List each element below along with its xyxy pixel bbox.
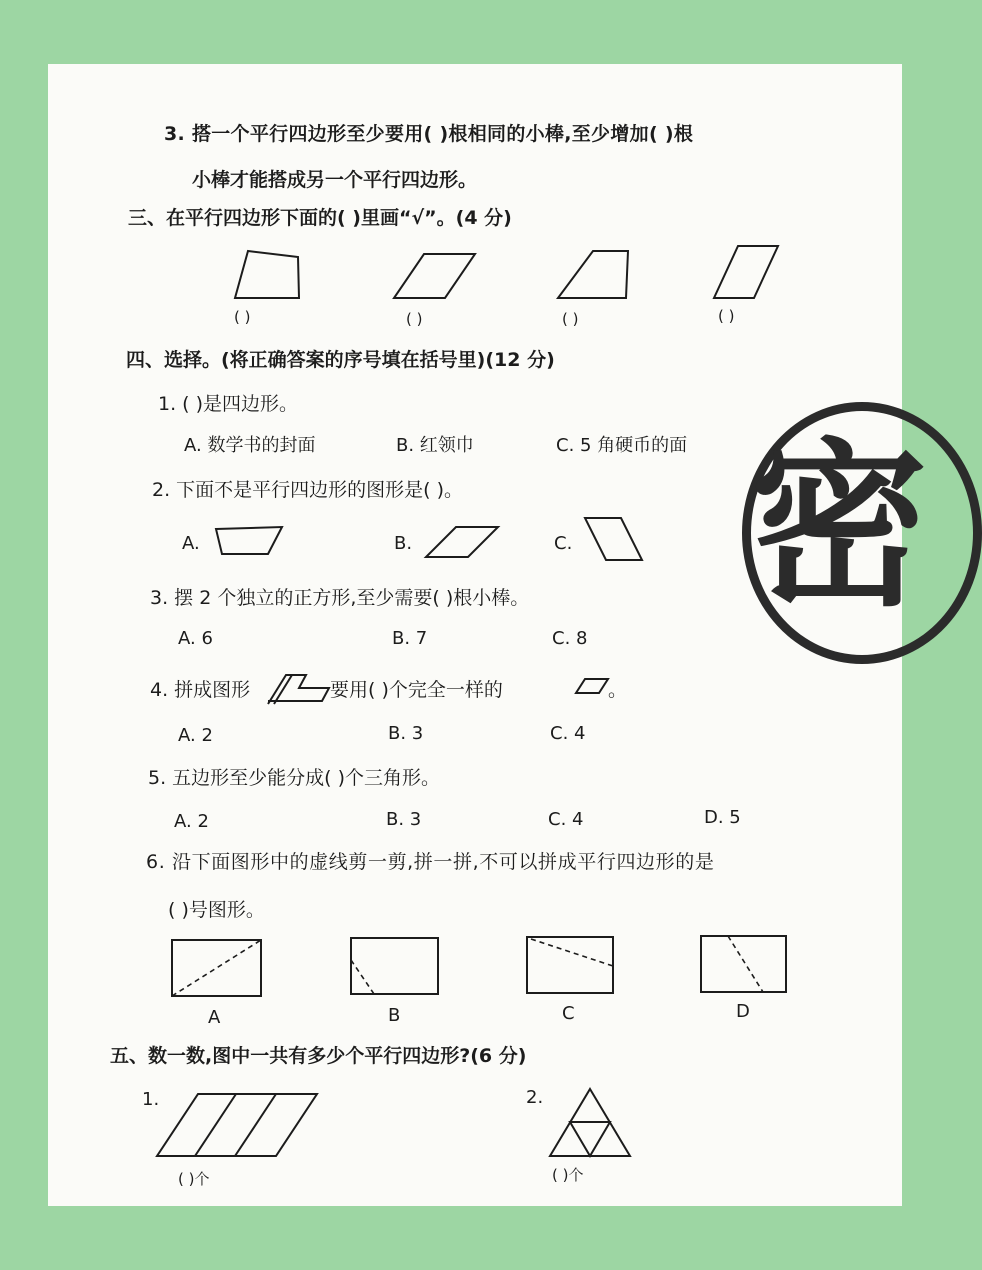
q4-5-option-a[interactable]: A. 2 [174, 811, 209, 832]
q4-5-stem: 5. 五边形至少能分成( )个三角形。 [148, 767, 441, 789]
q4-6-label-c: C [562, 1003, 575, 1024]
q4-3-option-a[interactable]: A. 6 [178, 628, 213, 649]
section4-heading: 四、选择。(将正确答案的序号填在括号里)(12 分) [126, 349, 555, 371]
section3-blank-4[interactable]: ( ) [718, 307, 735, 325]
q4-5-option-b[interactable]: B. 3 [386, 809, 422, 830]
q3-line2: 小棒才能搭成另一个平行四边形。 [192, 169, 478, 191]
q4-6-stem-line2: ( )号图形。 [168, 899, 265, 921]
section5-parallelogram-strip [157, 1094, 317, 1156]
section3-heading: 三、在平行四边形下面的( )里画“√”。(4 分) [128, 207, 512, 229]
q4-2-option-b[interactable]: B. [394, 533, 413, 554]
section5-q2-label: 2. [526, 1087, 544, 1108]
q4-3-option-b[interactable]: B. 7 [392, 628, 428, 649]
section5-q2-answer[interactable]: ( )个 [552, 1166, 584, 1184]
q4-4-option-c[interactable]: C. 4 [550, 723, 586, 744]
seal-character: 密 [750, 421, 928, 630]
q4-4-stem-part3: 。 [608, 679, 628, 701]
section3-blank-1[interactable]: ( ) [234, 308, 251, 326]
q4-2-stem: 2. 下面不是平行四边形的图形是( )。 [152, 479, 464, 501]
q4-1-option-c[interactable]: C. 5 角硬币的面 [556, 435, 688, 456]
section5-q1-answer[interactable]: ( )个 [178, 1170, 210, 1188]
q4-6-stem-line1: 6. 沿下面图形中的虚线剪一剪,拼一拼,不可以拼成平行四边形的是 [146, 851, 715, 873]
q4-4-option-a[interactable]: A. 2 [178, 725, 213, 746]
q4-2-option-c[interactable]: C. [554, 533, 573, 554]
q4-4-stem-part1: 4. 拼成图形 [150, 679, 251, 701]
q4-4-stem-part2: 要用( )个完全一样的 [330, 679, 503, 701]
q4-3-option-c[interactable]: C. 8 [552, 628, 588, 649]
q4-1-stem: 1. ( )是四边形。 [158, 393, 299, 415]
q4-2-option-a[interactable]: A. [182, 533, 200, 554]
worksheet-page [48, 64, 928, 1206]
q4-1-option-b[interactable]: B. 红领巾 [396, 435, 474, 456]
section5-q1-label: 1. [142, 1089, 160, 1110]
section5-heading: 五、数一数,图中一共有多少个平行四边形?(6 分) [110, 1045, 527, 1067]
section3-blank-3[interactable]: ( ) [562, 310, 579, 328]
q4-5-option-d[interactable]: D. 5 [704, 807, 741, 828]
q4-1-option-a[interactable]: A. 数学书的封面 [184, 435, 316, 456]
q4-6-label-d: D [736, 1001, 750, 1022]
q4-3-stem: 3. 摆 2 个独立的正方形,至少需要( )根小棒。 [150, 587, 530, 609]
q3-line1: 3. 搭一个平行四边形至少要用( )根相同的小棒,至少增加( )根 [164, 123, 694, 145]
section3-blank-2[interactable]: ( ) [406, 310, 423, 328]
q4-4-option-b[interactable]: B. 3 [388, 723, 424, 744]
q4-6-label-b: B [388, 1005, 401, 1026]
q4-6-label-a: A [208, 1007, 221, 1028]
q4-5-option-c[interactable]: C. 4 [548, 809, 584, 830]
